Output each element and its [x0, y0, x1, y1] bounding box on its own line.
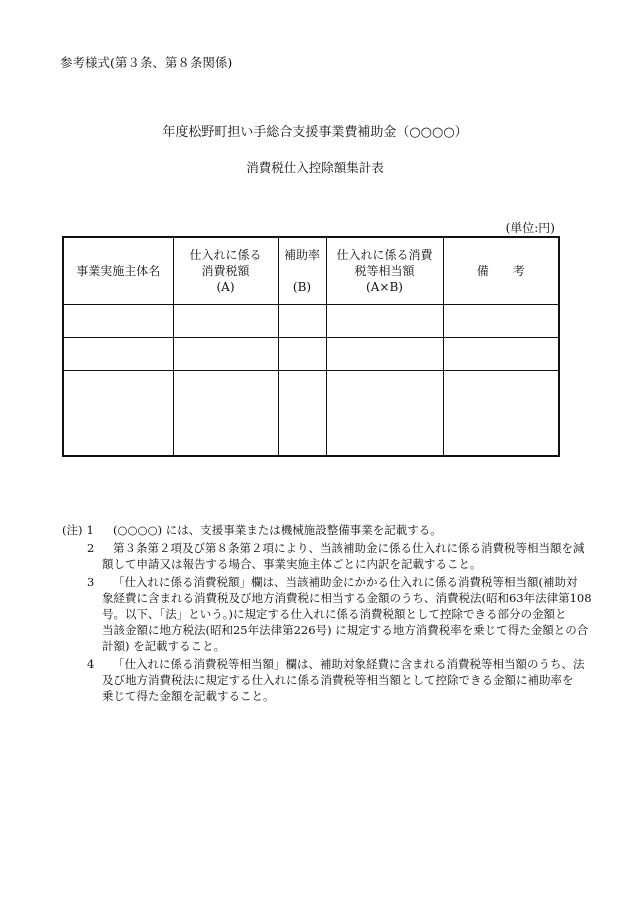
table-row — [63, 370, 559, 456]
note-number: 3 — [87, 575, 95, 589]
header-subsidy-rate: 補助率 (B) — [278, 237, 326, 304]
header-tax-equivalent: 仕入れに係る消費 税等相当額 (A×B) — [326, 237, 443, 304]
table-cell — [63, 370, 173, 456]
header-purchase-tax: 仕入れに係る 消費税額 (A) — [173, 237, 278, 304]
notes-prefix: (注) — [62, 523, 83, 537]
note-item — [62, 656, 585, 704]
unit-label: (単位:円) — [505, 221, 555, 235]
table-cell — [278, 304, 326, 337]
note-line: 号。以下、「法」という。)に規定する仕入れに係る消費税額として控除できる部分の金額と — [102, 607, 567, 621]
note-item — [62, 574, 592, 654]
note-line: (○○○○) には、支援事業または機械施設整備事業を記載する。 — [113, 523, 442, 537]
notes-section — [62, 522, 592, 706]
table-cell — [326, 304, 443, 337]
reference-label: 参考様式(第３条、第８条関係) — [60, 55, 233, 70]
table-cell — [443, 370, 559, 456]
table-cell — [63, 304, 173, 337]
document-subtitle: 消費税仕入控除額集計表 — [246, 160, 384, 175]
table-cell — [443, 304, 559, 337]
note-number: 1 — [86, 523, 94, 537]
table-cell — [173, 337, 278, 370]
table-cell — [443, 337, 559, 370]
table-cell — [278, 370, 326, 456]
tax-deduction-table — [62, 236, 560, 457]
header-remarks: 備 考 — [443, 237, 559, 304]
note-number: 2 — [87, 541, 95, 555]
note-item — [62, 522, 562, 538]
table-cell — [278, 337, 326, 370]
note-line: 額して申請又は報告する場合、事業実施主体ごとに内訳を記載すること。 — [102, 557, 482, 571]
table-row — [63, 337, 559, 370]
table-cell — [173, 370, 278, 456]
document-title: 年度松野町担い手総合支援事業費補助金（○○○○） — [162, 125, 468, 140]
table-header-row — [63, 237, 559, 304]
note-line: 及び地方消費税法に規定する仕入れに係る消費税等相当額として控除できる金額に補助率を — [102, 673, 574, 687]
note-number: 4 — [87, 657, 95, 671]
note-line: 計額) を記載すること。 — [102, 639, 226, 653]
note-item — [62, 540, 585, 572]
table-cell — [326, 370, 443, 456]
note-line: 象経費に含まれる消費税及び地方消費税に相当する金額のうち、消費税法(昭和63年法律第108 — [102, 591, 592, 605]
table-cell — [173, 304, 278, 337]
table-row — [63, 304, 559, 337]
note-line: 第３条第２項及び第８条第２項により、当該補助金に係る仕入れに係る消費税等相当額を減 — [113, 541, 585, 555]
note-line: 乗じて得た金額を記載すること。 — [102, 689, 275, 703]
table-cell — [326, 337, 443, 370]
note-line: 「仕入れに係る消費税等相当額」欄は、補助対象経費に含まれる消費税等相当額のうち、法 — [113, 657, 585, 671]
note-line: 「仕入れに係る消費税額」欄は、当該補助金にかかる仕入れに係る消費税等相当額(補助対 — [113, 575, 578, 589]
note-line: 当該金額に地方税法(昭和25年法律第226号) に規定する地方消費税率を乗じて得た金額との合 — [102, 623, 589, 637]
table-cell — [63, 337, 173, 370]
header-entity-name: 事業実施主体名 — [63, 237, 173, 304]
